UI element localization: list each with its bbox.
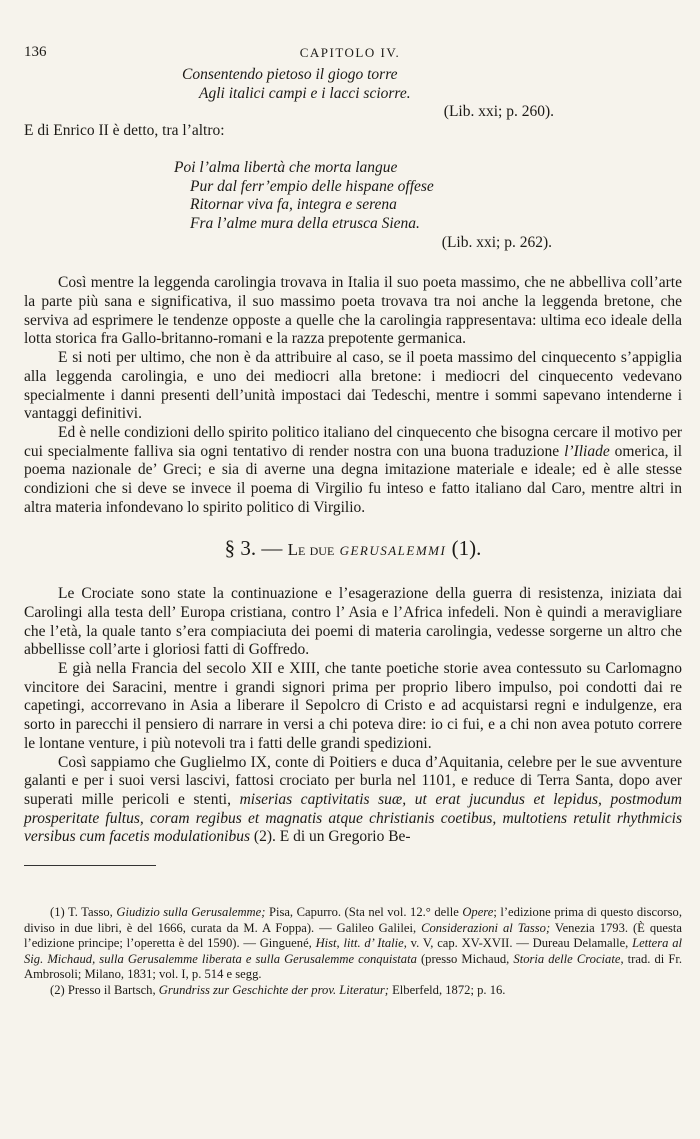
- footnotes: [24, 905, 682, 999]
- chapter-heading: CAPITOLO IV.: [299, 45, 401, 60]
- section-heading: § 3. — Le due GERUSALEMMI (1).: [224, 536, 482, 561]
- verse-line: Poi l’alma libertà che morta langue: [174, 158, 398, 176]
- paragraph: Le Crociate sono state la continuazione e l’esagerazione della guerra di resistenza, iniziata dai Carolingi alla testa dell’ Europa cristiana, contro l’ Asia e l’Africa infedeli. Non è quindi a meravigliare che l’età, la quale tanto s’era compiaciuta dei poemi di materia carolingia, vedesse sorgerne un altro che abbellisse coll’arte i gloriosi fatti di Goffredo.: [24, 585, 682, 659]
- latin-quote: miserias captivitatis suæ, ut erat jucundus et lepidus, postmodum prosperitate fultus, coram regibus et magnatis atque christianis coetibus, multotiens retulit rhythmicis versibus cum facetis modulationibus: [24, 790, 682, 846]
- intro-line: E di Enrico II è detto, tra l’altro:: [24, 122, 225, 140]
- footnote-2: (2) Presso il Bartsch, Grundriss zur Geschichte der prov. Literatur; Elberfeld, 1872; p. 16.: [50, 982, 506, 997]
- footnote-1: (1) T. Tasso, Giudizio sulla Gerusalemme; Pisa, Capurro. (Sta nel vol. 12.° delle Opere; l’edizione prima di questo discorso, diviso in due libri, è del 1666, curata da M. A Foppa). — Galileo Galilei, Considerazioni al Tasso; Venezia 1793. (È questa l’edizione principe; l’operetta è del 1590). — Ginguené, Hist, litt. d’ Italie, v. V, cap. XV-XVII. — Dureau Delamalle, Lettera al Sig. Michaud, sulla Gerusalemme liberata e sulla Gerusalemme conquistata (presso Michaud, Storia delle Crociate, trad. di Fr. Ambrosoli; Milano, 1831; vol. I, p. 514 e segg.: [24, 905, 683, 982]
- verse-line: Pur dal ferr’empio delle hispane offese: [190, 177, 434, 195]
- running-header: [24, 44, 676, 64]
- verse-line: Fra l’alme mura della etrusca Siena.: [190, 214, 420, 232]
- verse-line: Ritornar viva fa, integra e serena: [190, 196, 397, 214]
- paragraph: Così sappiamo che Guglielmo IX, conte di Poitiers e duca d’Aquitania, celebre per le sue avventure galanti e per i suoi versi lascivi, fattosi crociato per burla nel 1101, e reduce di Terra Santa, dopo aver superati mille pericoli e stenti, miserias captivitatis suæ, ut erat jucundus et lepidus, postmodum prosperitate fultus, coram regibus et magnatis atque christianis coetibus, multotiens retulit rhythmicis versibus cum facetis modulationibus (2). E di un Gregorio Be-: [24, 753, 682, 846]
- main-text: [24, 66, 682, 866]
- verse-reference: (Lib. xxi; p. 262).: [441, 233, 552, 251]
- verse-line: Consentendo pietoso il giogo torre: [182, 66, 398, 83]
- verse-quote-2: [24, 159, 682, 253]
- paragraph: Così mentre la leggenda carolingia trovava in Italia il suo poeta massimo, che ne abbelliva coll’arte la parte più sana e significativa, il suo massimo poeta trovava tra noi anche la leggenda bretone, che serviva ad esprimere le tendenze opposte a quelle che la carolingia rappresentava: ultima eco ideale della lotta storica fra Gallo-britanno-romani e la razza prepotente germanica.: [24, 274, 682, 348]
- page-number: 136: [24, 44, 47, 60]
- verse-reference: (Lib. xxi; p. 260).: [443, 103, 554, 121]
- verse-quote-1: [24, 66, 682, 122]
- paragraph: Ed è nelle condizioni dello spirito politico italiano del cinquecento che bisogna cercare il motivo per cui specialmente falliva sia ogni tentativo di render nostra con una buona traduzione l’Iliade omerica, il poema nazionale de’ Greci; e sia di averne una degna imitazione materiale e ideale; ed è alle stesse condizioni che si deve se invece il poema di Virgilio fu inteso e fatto italiano dal Caro, mentre altri in altra materia infondevano lo spirito politico di Virgilio.: [24, 423, 682, 516]
- paragraph: E si noti per ultimo, che non è da attribuire al caso, se il poeta massimo del cinquecento s’appiglia alla leggenda carolingia, e uno dei mediocri alla bretone: i mediocri del cinquecento vedevano specialmente i danni presenti dell’unità impostaci dai Tedeschi, mentre i sommi sapevano intenderne i vantaggi definitivi.: [24, 349, 682, 423]
- footnote-rule: [24, 865, 156, 866]
- paragraph: E già nella Francia del secolo XII e XIII, che tante poetiche storie avea contessuto su Carlomagno vincitore dei Saracini, mentre i grandi signori prima per proprio libero impulso, poi condotti dai re capetingi, accorrevano in Asia a liberare il Sepolcro di Cristo e ad acquistarsi regni e indulgenze, era sorto in parecchi il pensiero di narrare in versi a chi poteva dire: io ci fui, e a chi non avea potuto correre le lontane venture, i più notevoli tra i fatti delle grandi spedizioni.: [24, 659, 682, 752]
- verse-line: Agli italici campi e i lacci sciorre.: [199, 84, 411, 102]
